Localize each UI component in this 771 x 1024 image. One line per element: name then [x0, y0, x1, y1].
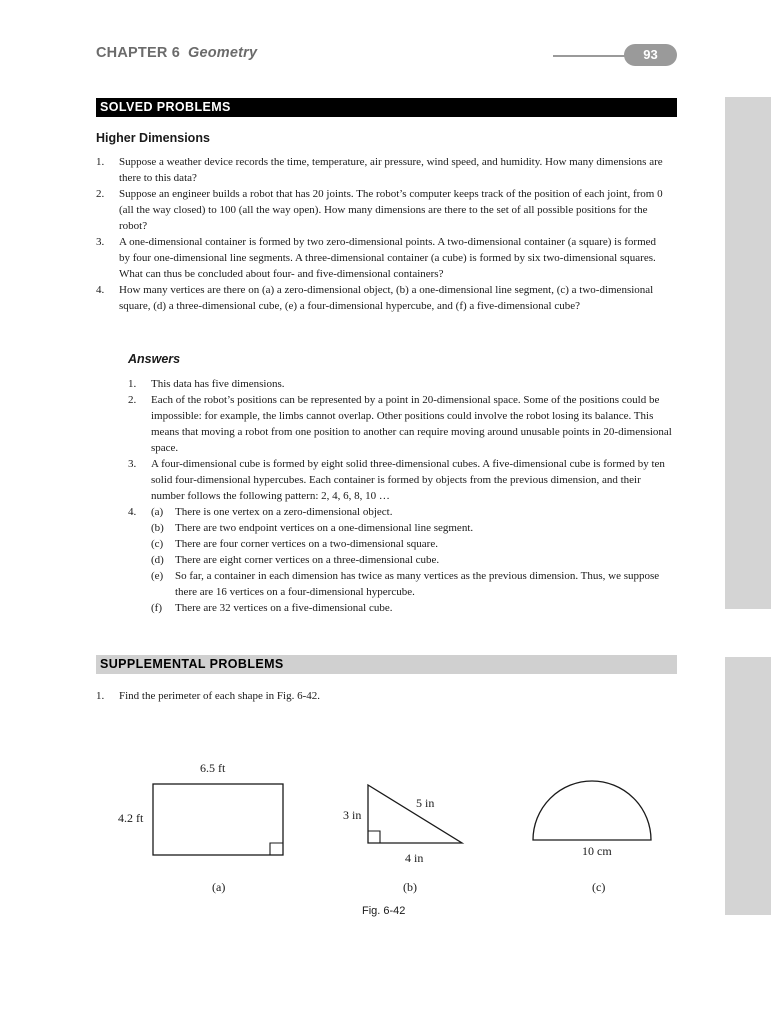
figure-caption: Fig. 6-42 — [362, 905, 406, 917]
rect-width-label: 6.5 ft — [200, 761, 226, 775]
supplemental-problems-title: SUPPLEMENTAL PROBLEMS — [96, 655, 677, 674]
sublist-item: (b) There are two endpoint vertices on a one-dimensional line segment. — [151, 522, 474, 534]
sublist-item: (e) So far, a container in each dimension has twice as many vertices as the previous dimension. Thus, we suppose there are 16 vertices on a four-dimensional hypercube. — [151, 570, 660, 598]
tri-height-label: 3 in — [343, 808, 362, 822]
semicircle-shape — [533, 781, 651, 840]
chapter-label: CHAPTER 6 — [96, 45, 180, 61]
sublist-item: (a) There is one vertex on a zero-dimensional object. — [151, 506, 393, 518]
list-item: 3. A four-dimensional cube is formed by eight solid three-dimensional cubes. A five-dimensional cube is formed by ten solid four-dimensional hypercubes. Each container is formed by objects from the previous dimension, and their number follows the following pattern: 2, 4, 6, 8, 10 … — [128, 458, 665, 502]
answer-4-sublist — [151, 504, 676, 616]
list-item: 2. Suppose an engineer builds a robot that has 20 joints. The robot’s computer keeps track of the position of each joint, from 0 (all the way closed) to 100 (all the way open). How many dimensions are there to the set of all possible positions for the robot? — [96, 188, 663, 232]
side-tab-top — [725, 97, 771, 609]
shape-a-label: (a) — [212, 880, 226, 894]
section-subheading: Higher Dimensions — [96, 131, 210, 145]
rectangle-shape — [153, 784, 283, 855]
list-item: 2. Each of the robot’s positions can be represented by a point in 20-dimensional space. Some of the positions could be impossible: for example, the limbs cannot overlap. Other positions could involve the robot losing its balance. This means that moving a robot from one position to another can require moving around unusable points in 20-dimensional space. — [128, 394, 672, 454]
tri-base-label: 4 in — [405, 851, 424, 865]
list-item: 3. A one-dimensional container is formed by two zero-dimensional points. A two-dimensional container (a square) is formed by four one-dimensional line segments. A three-dimensional container (a cube) is formed by six two-dimensional squares. What can thus be concluded about four- and five-dimensional containers? — [96, 236, 657, 280]
shape-b-label: (b) — [403, 880, 417, 894]
list-item: 4. (a) There is one vertex on a zero-dimensional object. (b) There are two endpoint vertices on a one-dimensional line segment. (c) There are four corner vertices on a two-dimensional square. (d) There are eight corner vertices on a three-dimensional cube. (e) So far, a container in each dimension has twice as many vertices as the previous dimension. Thus, we suppose there are 16 vertices on a four-dimensional hypercube. (f) There are 32 vertices on a five-dimensional cube. — [128, 504, 676, 616]
page-number: 93 — [624, 44, 677, 66]
list-item: 4. How many vertices are there on (a) a zero-dimensional object, (b) a one-dimensional line segment, (c) a two-dimensional square, (d) a three-dimensional cube, (e) a four-dimensional hypercube, and (f) a five-dimensional cube? — [96, 284, 654, 312]
solved-problems-title: SOLVED PROBLEMS — [96, 98, 677, 117]
shape-c-label: (c) — [592, 880, 606, 894]
list-item: 1. Suppose a weather device records the time, temperature, air pressure, wind speed, and humidity. How many dimensions are there to this data? — [96, 156, 663, 184]
right-angle-mark — [368, 831, 380, 843]
list-item: 1. This data has five dimensions. — [128, 378, 285, 390]
problem-list — [96, 154, 668, 314]
tri-hypotenuse-label: 5 in — [416, 796, 435, 810]
sublist-item: (c) There are four corner vertices on a two-dimensional square. — [151, 538, 438, 550]
chapter-heading — [96, 45, 257, 61]
header-rule — [553, 55, 633, 57]
triangle-shape — [368, 785, 462, 843]
sublist-item: (d) There are eight corner vertices on a three-dimensional cube. — [151, 554, 440, 566]
semi-diameter-label: 10 cm — [582, 844, 612, 858]
side-tab-bottom — [725, 657, 771, 915]
answer-list — [128, 376, 676, 616]
right-angle-mark — [270, 843, 283, 855]
sublist-item: (f) There are 32 vertices on a five-dimensional cube. — [151, 602, 393, 614]
rect-height-label: 4.2 ft — [118, 811, 144, 825]
list-item: 1. Find the perimeter of each shape in Fig. 6-42. — [96, 690, 321, 702]
chapter-title: Geometry — [187, 45, 258, 61]
supplemental-problem-list — [96, 688, 668, 704]
answers-heading: Answers — [128, 352, 181, 366]
